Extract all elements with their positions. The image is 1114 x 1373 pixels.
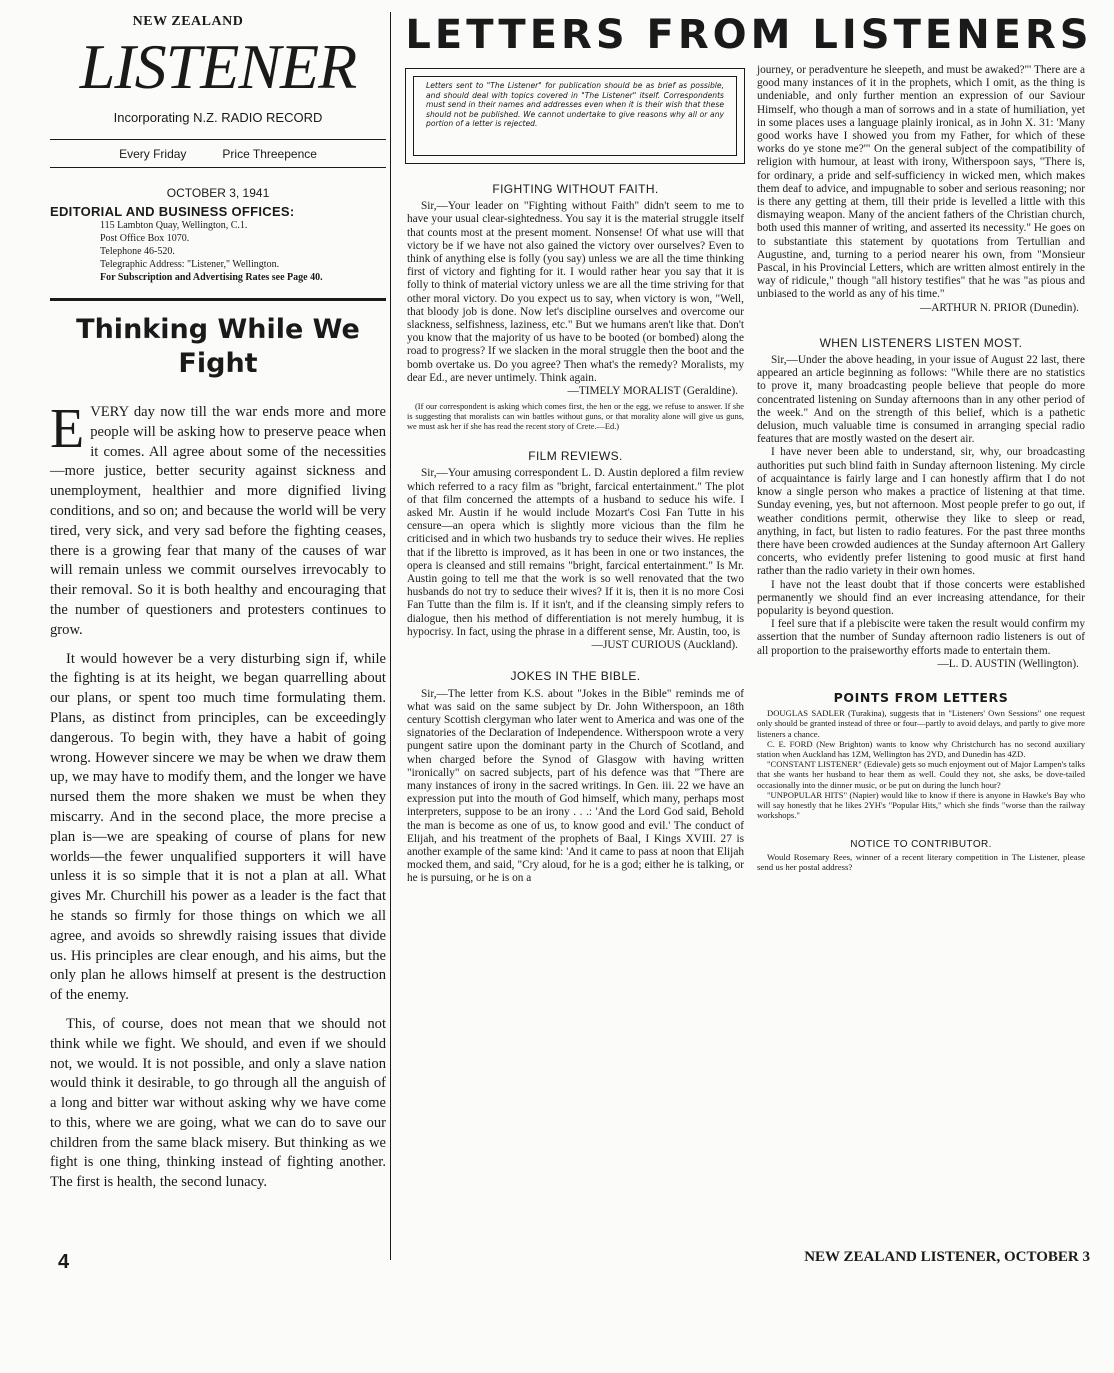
page-number: 4 — [58, 1251, 70, 1273]
letter-body: Sir,—The letter from K.S. about "Jokes in the Bible" reminds me of what was said on the same subject by Dr. John Witherspoon, an 18th century Scottish clergyman who later went to America and was one of the signatories of the Declaration of Independence. Witherspoon wrote a very pungent satire upon the dominant party in the Church of Scotland, and when charged before the Synod of Glasgow with having written "ironically" on sacred subjects, part of his defence was that "There are many instances of irony in the sacred writings. In Gen. iii. 22 we have an expression put into the mouth of God himself, which many, perhaps most interpreters, suppose to be an irony . . .: 'And the Lord God said, Behold the man is become as one of us, to know good and evil.' The conduct of Elijah, and his treatment of the prophets of Baal, I Kings XVIII. 27 is another example of the same kind: 'And it came to pass at noon that Elijah mocked them, and said, "Cry aloud, for he is a god; either he is talking, or he is pursuing, or he is on a — [407, 687, 744, 885]
left-column — [50, 14, 386, 1193]
letter-body: I have not the least doubt that if those concerts were established permanently we should find an ever increasing attendance, for their popularity is beyond question. — [757, 578, 1085, 617]
office-line: Telephone 46-520. — [100, 246, 175, 257]
letter-heading: FIGHTING WITHOUT FAITH. — [492, 182, 659, 196]
office-line: 115 Lambton Quay, Wellington, C.1. — [100, 220, 248, 231]
editorial-body — [50, 398, 386, 1193]
letters-heading: LETTERS FROM LISTENERS — [405, 12, 1093, 58]
letters-notice-box — [405, 68, 745, 164]
letter-heading: FILM REVIEWS. — [528, 449, 623, 464]
office-line: Telegraphic Address: "Listener," Wellington. — [100, 259, 280, 270]
column-divider — [390, 12, 391, 1260]
issue-info — [50, 140, 386, 167]
offices-list — [100, 219, 386, 284]
point-item: C. E. FORD (New Brighton) wants to know why Christchurch has no second auxiliary station when Auckland has 1ZM, Wellington has 2YD, and Dunedin has 4ZD. — [757, 738, 1085, 759]
divider — [50, 298, 386, 301]
office-line: For Subscription and Advertising Rates see Page 40. — [100, 272, 323, 283]
letter-body: Sir,—Your amusing correspondent L. D. Austin deplored a film review which referred to a racy film as "bright, farcical entertainment." The plot of that film concerned the attempts of a husband to seduce his wife. I asked Mr. Austin if he would include Mozart's Cosi Fan Tutte in his censure—an opera which is slightly more vicious than the film he criticised and in which two husbands try to seduce their wives. He replies that if the libretto is improved, as it has been in one or two instances, the opera is cleansed and still remains "bright, farcical entertainment." Is Mr. Austin going to tell me that the work is so well renovated that the two husbands do not try to seduce their wives? If it is, then it is no more Cosi Fan Tutte than the film is. If it isn't, and if the cleansing simply refers to dialogue, then his method of differentiation is not merely humbug, it is hypocrisy. In fact, using the phrase in a different sense, Mr. Austin, too, is — [407, 467, 744, 638]
drop-cap: E — [50, 398, 85, 460]
point-item: "CONSTANT LISTENER" (Edievale) gets so much enjoyment out of Major Lampen's talks that she wants her husband to hear them as well. Could they not, she asks, be dove-tailed occasionally into the dinner music, or be put on during the lunch hour? — [757, 759, 1085, 790]
issue-date: OCTOBER 3, 1941 — [166, 186, 270, 200]
letters-column-right — [757, 64, 1085, 872]
contributor-notice-body: Would Rosemary Rees, winner of a recent literary competition in The Listener, please send us her postal address? — [757, 851, 1085, 872]
letters-notice: Letters sent to "The Listener" for publication should be as brief as possible, and should deal with topics covered in "The Listener" itself. Correspondents must send in their names and addresses even when it is their wish that these should not be published. We cannot undertake to give reasons why all or any portion of a letter is rejected. — [413, 76, 737, 156]
letter-signature: —ARTHUR N. PRIOR (Dunedin). — [919, 301, 1079, 314]
letter-signature: —TIMELY MORALIST (Geraldine). — [567, 385, 738, 398]
letter-body: I have never been able to understand, sir, why, our broadcasting authorities put such blind faith in Sunday afternoon listening. My circle of acquaintance is fairly large and I can honestly affirm that I do not know a single person who makes a practice of listening at that time. Sunday evening, yes, but not afternoon. Most people prefer to go out, if weather conditions permit, otherwise they like to sleep or read, anything, in fact, but listen to radio features. For the past three months there have been crowded audiences at the Sunday afternoon Art Gallery concerts, who evidently prefer listening to good music at first hand rather than the radio variety in their own homes. — [757, 446, 1085, 578]
offices-title: EDITORIAL AND BUSINESS OFFICES: — [50, 204, 295, 219]
issue-frequency: Every Friday — [119, 147, 187, 161]
contributor-notice-title: NOTICE TO CONTRIBUTOR. — [850, 839, 992, 851]
masthead-incorporating: Incorporating N.Z. RADIO RECORD — [113, 110, 323, 125]
letter-heading: JOKES IN THE BIBLE. — [510, 669, 641, 684]
points-title: POINTS FROM LETTERS — [833, 689, 1009, 705]
letters-column-middle — [407, 183, 744, 886]
masthead-country: NEW ZEALAND — [132, 14, 244, 29]
editorial-title: Thinking While We Fight — [76, 314, 360, 379]
editorial-paragraph: This, of course, does not mean that we should not think while we fight. We should, and even if we should not, we would. It is not possible, and only a slave nation would think it desirable, to go through all the anguish of a long and bitter war without asking why we have come to this, where we are going, what we can do to save our children from the same black misery. But thinking as we fight is one thing, thinking instead of fighting another. The first is health, the second lunacy. — [50, 1015, 386, 1191]
page-footer: NEW ZEALAND LISTENER, OCTOBER 3 — [804, 1249, 1090, 1265]
letter-continuation: journey, or peradventure he sleepeth, and must be awaked?"' There are a good many instances of it in the prophets, which I omit, as the thing is undeniable, and only further mention an expression of our Saviour Himself, who though a man of sorrows and in a state of humiliation, yet in some places uses a language plainly ironical, as in John X. 31: 'Many good works have I showed you from my Father, for which of these works do ye stone me?'" On the general subject of the compatibility of religion with humour, at least with irony, Witherspoon says, "There is, for ordinary, a pride and self-sufficiency in wicked men, which makes them deaf to advice, and impugnable to sober and serious reasoning; nor is there any getting at them, till their pride is levelled a little with this dismaying weapon. Many of the ancient fathers of the Christian church, both used this manner of writing, and asserted its necessity." He goes on to substantiate this statement by quotations from Tertullian and Augustine, and, turning to a period nearer his own, from "Monsieur Pascal, in his Provincial Letters, which are written almost entirely in the way of ridicule," though "all history testifies" that he was "as pious and unbiased to the world as any of his time." — [757, 64, 1085, 301]
editorial-paragraph: It would however be a very disturbing sign if, while the fighting is at its height, we began quarrelling about our plans, or spent too much time formulating them. Plans, as distinct from principles, can be exceedingly dangerous. To begin with, they have a habit of going wrong. However sincere we may be when we draw them up, we may have to modify them, and the longer we have nursed them the more shaken we must be when they miscarry. And in the second place, the more precise a plan is—we are speaking of course of plans for new worlds—the fewer unqualified supporters it will have unless it is so simple that it is not a plan at all. What gives Mr. Churchill his power as a leader is the fact that he stands so firmly for those things on which we all agree, and avoids so shrewdly raising issues that divide us. His principles are clear enough, and his aims, but the only plan he allows himself at present is the destruction of the enemy. — [50, 650, 386, 1004]
letter-body: Sir,—Your leader on "Fighting without Faith" didn't seem to me to have your usual clear-sightedness. You say it is the material struggle itself that counts most at the present moment. Nonsense! Of what use will that victory be if we have not also gained the victory over ourselves? Even to think of anything else is folly (you say) unless we are all the time thinking first of victory and fighting for it. I would rather hear you say that it is folly to think of material victory unless we are all the time striving for that other moral victory. Do you expect us to say, when victory is won, "Well, that bloody job is done. Now let's discipline ourselves and overcome our slackness, selfishness, laziness, etc." But we humans aren't like that. Don't you know that the majority of us have to be booted (or bombed) along the road to progress? If we slacken in the moral struggle then the boot and the bomb overtake us. Do you agree? Then what's the remedy? Moralists, my dear Ed., are never untimely. Think again. — [407, 200, 744, 384]
letter-body: Sir,—Under the above heading, in your issue of August 22 last, there appeared an article beginning as follows: "While there are no statistics to prove it, many broadcasting people believe that people do more concentrated listening on Sunday afternoons than in any other period of the week." And on the strength of this belief, which is a pathetic delusion, much valuable time is consumed in arranging special radio features that are mostly wasted on the desert air. — [757, 354, 1085, 446]
editorial-paragraph: EVERY day now till the war ends more and more people will be asking how to preserve peace when it comes. All agree about some of the necessities—more justice, better security against sickness and unemployment, healthier and more dignified living conditions, and so on; and because the world will be very tired, very sick, and very sad before the fighting ceases, there is a growing fear that many of the causes of war will remain unless we commit ourselves irrevocably to their removal. So it is both healthy and encouraging that the number of questioners and protesters continues to grow. — [50, 398, 386, 638]
point-item: DOUGLAS SADLER (Turakina), suggests that in "Listeners' Own Sessions" one request only should be granted instead of three or four—partly to avoid delays, and partly to give more listeners a chance. — [757, 708, 1085, 739]
letter-body: I feel sure that if a plebiscite were taken the result would confirm my assertion that the number of Sunday afternoon radio listeners is out of all proportion to the praiseworthy efforts made to entertain them. — [757, 618, 1085, 657]
masthead-title: LISTENER — [79, 31, 357, 102]
editor-note: (If our correspondent is asking which comes first, the hen or the egg, we refuse to answer. If she is suggesting that moralists can win battles without guns, or that morality alone will give us guns, we must ask her if she has read the recent story of Crete.—Ed.) — [407, 402, 744, 432]
points-list — [757, 708, 1085, 820]
letter-signature: —L. D. AUSTIN (Wellington). — [937, 657, 1079, 670]
divider — [50, 167, 386, 168]
point-item: "UNPOPULAR HITS" (Napier) would like to know if there is anyone in Hawke's Bay who will say honestly that he likes 2YH's "Popular Hits," which she finds "worse than the railway workshops." — [757, 789, 1085, 821]
letter-signature: —JUST CURIOUS (Auckland). — [591, 639, 738, 652]
office-line: Post Office Box 1070. — [100, 233, 190, 244]
letter-heading: WHEN LISTENERS LISTEN MOST. — [819, 335, 1023, 350]
issue-price: Price Threepence — [222, 147, 317, 161]
